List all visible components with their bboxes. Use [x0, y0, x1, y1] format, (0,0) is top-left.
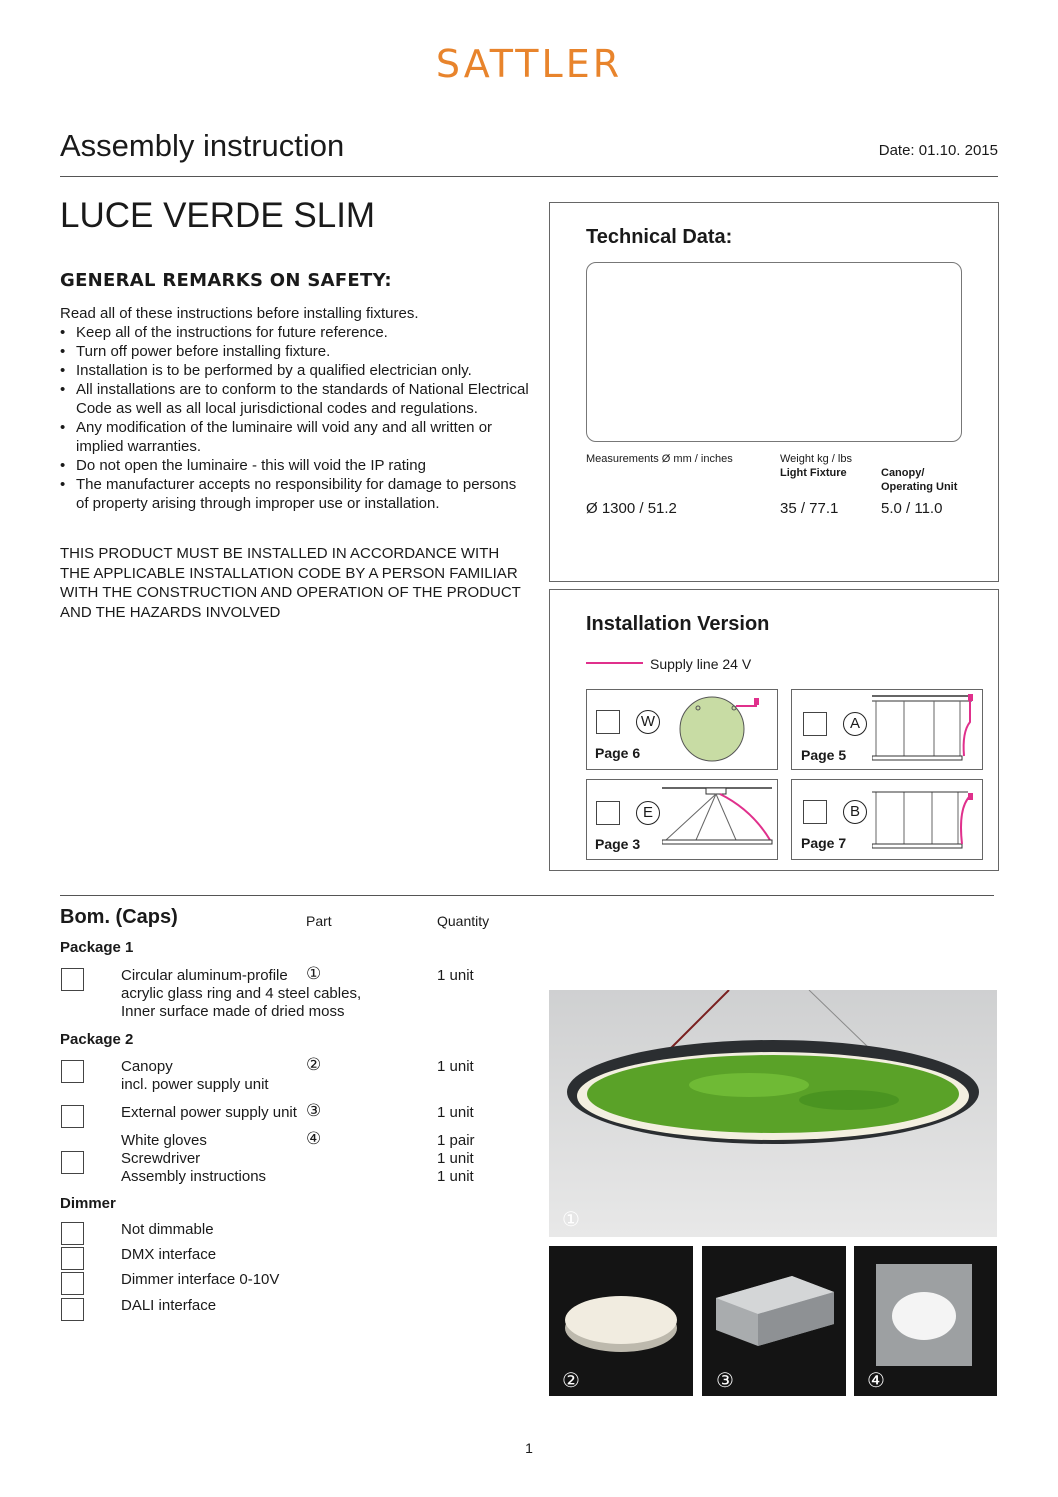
- dimmer-checkbox-not-dimmable[interactable]: [61, 1222, 84, 1245]
- accessory-item: Screwdriver: [121, 1150, 201, 1167]
- technical-data-heading: Technical Data:: [586, 226, 733, 248]
- canopy-weight: 5.0 / 11.0: [881, 500, 943, 517]
- measurement-value: Ø 1300 / 51.2: [586, 500, 677, 517]
- dimmer-checkbox-dali[interactable]: [61, 1298, 84, 1321]
- ceiling-suspension-icon-a: [872, 692, 978, 764]
- photo-tag: ①: [562, 1209, 580, 1231]
- canopy-item-line: incl. power supply unit: [121, 1076, 269, 1093]
- dimmer-option: Dimmer interface 0-10V: [121, 1271, 280, 1288]
- quantity-column-header: Quantity: [437, 913, 490, 929]
- package-1-item-line: Circular aluminum-profile: [121, 967, 288, 984]
- option-b-page: Page 7: [801, 835, 847, 851]
- option-e-page: Page 3: [595, 836, 641, 852]
- canopy-label: Canopy/: [881, 467, 925, 479]
- accessory-item: White gloves: [121, 1132, 207, 1149]
- part-number: ①: [306, 964, 322, 983]
- package-1-heading: Package 1: [60, 939, 134, 956]
- dimmer-option: DALI interface: [121, 1297, 217, 1314]
- safety-item: • Turn off power before installing fixture.: [60, 342, 530, 361]
- installation-warning: THIS PRODUCT MUST BE INSTALLED IN ACCORDANCE WITH THE APPLICABLE INSTALLATION CODE BY A PERSON FAMILIAR WITH THE CONSTRUCTION AND OPERATION OF THE PRODUCT AND THE HAZARDS INVOLVED: [60, 545, 521, 621]
- ceiling-suspension-icon-e: [662, 784, 774, 856]
- light-fixture-label: Light Fixture: [780, 467, 847, 479]
- option-a-checkbox[interactable]: [803, 712, 827, 736]
- part-number: ②: [306, 1055, 322, 1074]
- safety-intro: Read all of these instructions before installing fixtures.: [60, 305, 419, 322]
- safety-item: • Keep all of the instructions for future reference.: [60, 323, 530, 342]
- safety-item: • Installation is to be performed by a qualified electrician only.: [60, 361, 530, 380]
- option-a-page: Page 5: [801, 747, 847, 763]
- brand-logo: SATTLER: [435, 42, 623, 86]
- installation-version-heading: Installation Version: [586, 613, 770, 635]
- option-a-letter: A: [843, 712, 867, 736]
- dimmer-checkbox-0-10v[interactable]: [61, 1272, 84, 1295]
- power-supply-item: External power supply unit: [121, 1104, 297, 1121]
- accessories-checkbox[interactable]: [61, 1151, 84, 1174]
- package-1-checkbox[interactable]: [61, 968, 84, 991]
- photo-tag: ③: [716, 1370, 734, 1392]
- option-w-page: Page 6: [595, 745, 641, 761]
- canopy-item-line: Canopy: [121, 1058, 173, 1075]
- option-w-letter: W: [636, 710, 660, 734]
- option-e-checkbox[interactable]: [596, 801, 620, 825]
- power-supply-checkbox[interactable]: [61, 1105, 84, 1128]
- luminaire-illustration: [549, 990, 997, 1237]
- package-2-heading: Package 2: [60, 1031, 134, 1048]
- photo-tag: ②: [562, 1370, 580, 1392]
- light-fixture-weight: 35 / 77.1: [780, 500, 839, 517]
- divider: [60, 176, 998, 177]
- dimmer-checkbox-dmx[interactable]: [61, 1247, 84, 1270]
- quantity: 1 unit: [437, 1150, 474, 1167]
- safety-item: • Do not open the luminaire - this will void the IP rating: [60, 456, 530, 475]
- part-number: ④: [306, 1129, 322, 1148]
- part-number: ③: [306, 1101, 322, 1120]
- canopy-checkbox[interactable]: [61, 1060, 84, 1083]
- safety-item: • The manufacturer accepts no responsibility for damage to persons of property arising through improper use or installation.: [60, 475, 530, 513]
- measurement-label: Measurements Ø mm / inches: [586, 453, 733, 465]
- document-title: Assembly instruction: [60, 128, 345, 163]
- quantity: 1 unit: [437, 967, 474, 984]
- dimmer-heading: Dimmer: [60, 1195, 116, 1212]
- safety-item: • All installations are to conform to the standards of National Electrical Code as well as all local jurisdictional codes and regulations.: [60, 380, 530, 418]
- option-b-checkbox[interactable]: [803, 800, 827, 824]
- ceiling-suspension-icon-b: [872, 788, 978, 854]
- divider: [60, 895, 994, 896]
- safety-heading: GENERAL REMARKS ON SAFETY:: [60, 270, 392, 291]
- luminaire-photo: [549, 990, 997, 1237]
- quantity: 1 pair: [437, 1132, 475, 1149]
- weight-label: Weight kg / lbs: [780, 453, 852, 465]
- quantity: 1 unit: [437, 1058, 474, 1075]
- dimmer-option: Not dimmable: [121, 1221, 214, 1238]
- operating-unit-label: Operating Unit: [881, 481, 958, 493]
- package-1-item-line: acrylic glass ring and 4 steel cables,: [121, 985, 362, 1002]
- product-title: LUCE VERDE SLIM: [60, 196, 376, 235]
- option-w-checkbox[interactable]: [596, 710, 620, 734]
- photo-tag: ④: [867, 1370, 885, 1392]
- supply-line-legend-swatch: [586, 662, 643, 664]
- safety-list: [60, 323, 530, 513]
- dimmer-option: DMX interface: [121, 1246, 217, 1263]
- supply-line-legend: Supply line 24 V: [650, 656, 752, 672]
- option-e-letter: E: [636, 801, 660, 825]
- option-b-letter: B: [843, 800, 867, 824]
- accessory-item: Assembly instructions: [121, 1168, 267, 1185]
- part-column-header: Part: [306, 913, 332, 929]
- quantity: 1 unit: [437, 1104, 474, 1121]
- wall-mount-icon: [676, 694, 772, 764]
- safety-item: • Any modification of the luminaire will void any and all written or implied warranties.: [60, 418, 530, 456]
- technical-drawing-frame: [586, 262, 962, 442]
- document-date: Date: 01.10. 2015: [878, 142, 998, 159]
- quantity: 1 unit: [437, 1168, 474, 1185]
- package-1-item-line: Inner surface made of dried moss: [121, 1003, 345, 1020]
- bom-heading: Bom. (Caps): [60, 906, 178, 928]
- page-number: 1: [525, 1440, 533, 1456]
